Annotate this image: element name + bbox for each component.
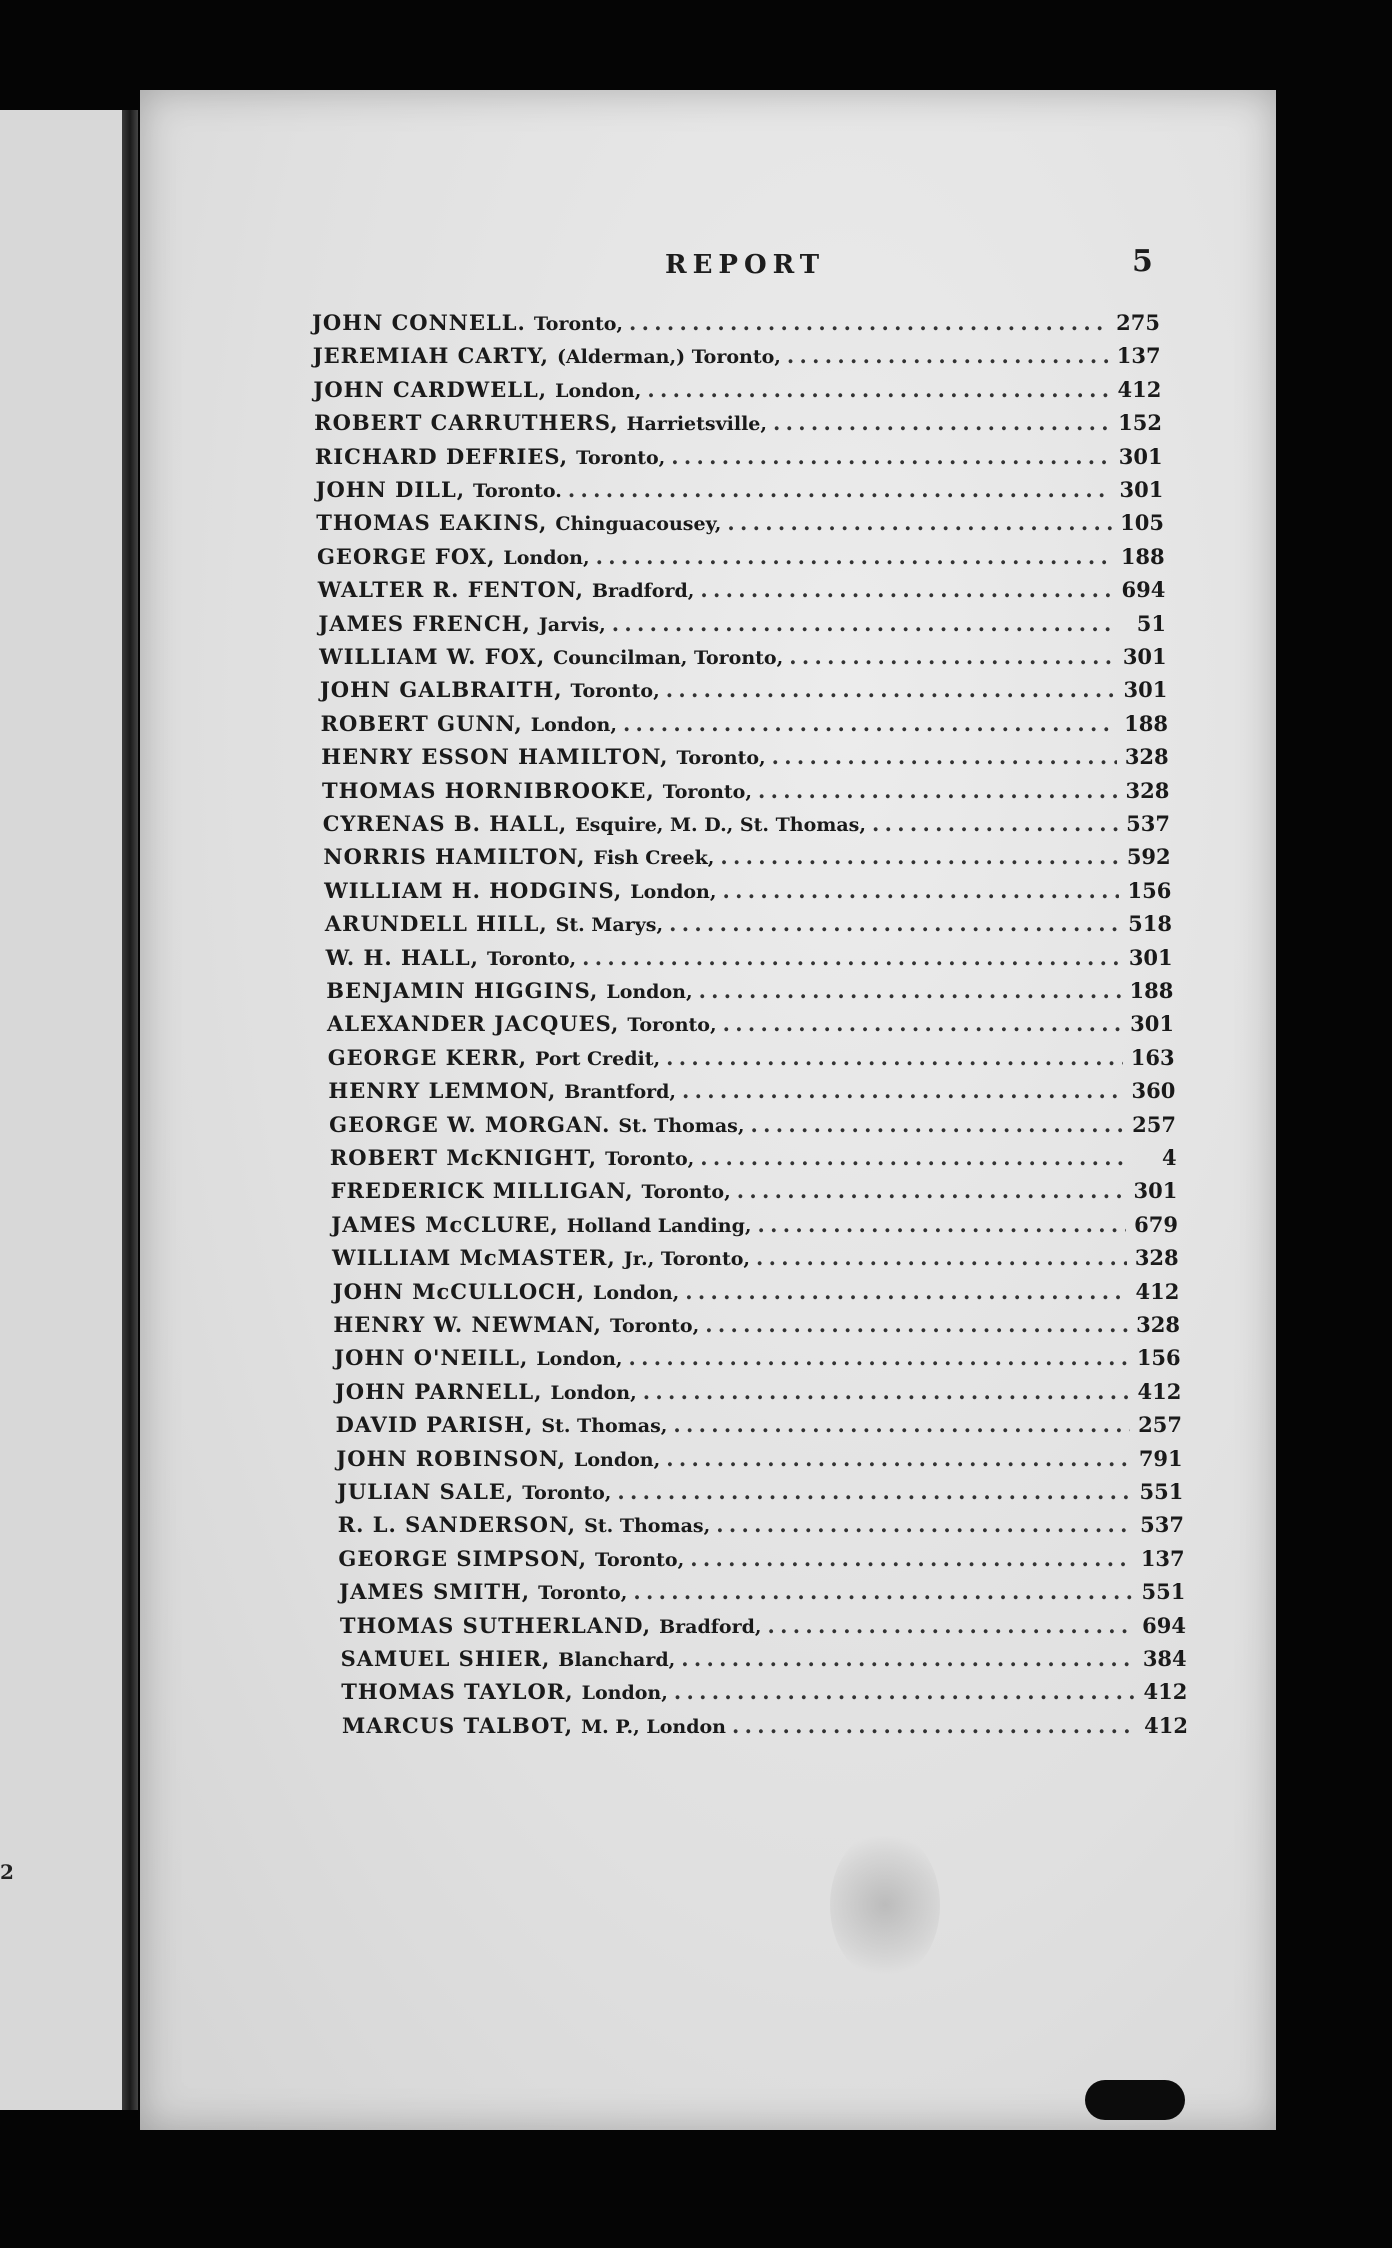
entry-amount: 301 bbox=[1119, 477, 1164, 502]
dot-leader bbox=[690, 1546, 1132, 1571]
entry-name: WILLIAM McMASTER, bbox=[332, 1245, 616, 1271]
entry-name: GEORGE SIMPSON, bbox=[338, 1545, 588, 1571]
entry-amount: 328 bbox=[1134, 1245, 1179, 1271]
entry-amount: 694 bbox=[1121, 577, 1166, 603]
dot-leader bbox=[720, 844, 1118, 869]
list-item bbox=[318, 577, 1166, 609]
entry-place: Toronto, bbox=[662, 780, 752, 803]
entry-amount: 551 bbox=[1139, 1479, 1184, 1504]
entry-place: London, bbox=[606, 981, 693, 1003]
list-item bbox=[331, 1178, 1178, 1210]
entry-place: Jr., Toronto, bbox=[623, 1248, 751, 1271]
list-item bbox=[337, 1479, 1183, 1511]
dot-leader bbox=[629, 1345, 1129, 1370]
entry-name: JOHN O'NEILL, bbox=[334, 1345, 529, 1371]
entry-name: JAMES SMITH, bbox=[339, 1579, 531, 1605]
entry-amount: 188 bbox=[1129, 978, 1174, 1003]
entry-amount: 188 bbox=[1124, 710, 1168, 736]
entry-name: JOHN CARDWELL, bbox=[313, 376, 548, 402]
entry-amount: 537 bbox=[1140, 1512, 1184, 1538]
entry-place: Toronto, bbox=[610, 1315, 700, 1337]
entry-amount: 412 bbox=[1144, 1712, 1188, 1738]
dot-leader bbox=[666, 1045, 1123, 1070]
list-item bbox=[327, 1011, 1174, 1043]
list-item bbox=[323, 844, 1170, 876]
dot-leader bbox=[705, 1312, 1128, 1337]
list-item bbox=[326, 978, 1173, 1010]
entry-place: St. Thomas, bbox=[541, 1415, 668, 1438]
entry-place: London, bbox=[536, 1348, 623, 1371]
entry-place: Toronto, bbox=[576, 446, 666, 469]
book-gutter bbox=[122, 110, 138, 2110]
dot-leader bbox=[756, 1245, 1127, 1270]
entry-place: Blanchard, bbox=[558, 1649, 676, 1671]
entry-name: MARCUS TALBOT, bbox=[342, 1712, 574, 1738]
list-item bbox=[313, 377, 1161, 409]
dot-leader bbox=[758, 778, 1117, 803]
entry-place: London, bbox=[574, 1448, 661, 1471]
dot-leader bbox=[685, 1279, 1127, 1304]
entry-amount: 257 bbox=[1138, 1412, 1182, 1438]
entry-amount: 384 bbox=[1142, 1646, 1187, 1671]
entry-place: London, bbox=[581, 1682, 668, 1705]
list-item bbox=[333, 1279, 1180, 1311]
entry-place: London, bbox=[630, 880, 717, 903]
entry-name: THOMAS SUTHERLAND, bbox=[339, 1612, 652, 1638]
entry-name: JEREMIAH CARTY, bbox=[312, 343, 549, 369]
list-item bbox=[313, 343, 1161, 375]
dot-leader bbox=[643, 1379, 1130, 1404]
entry-place: Bradford, bbox=[591, 580, 695, 603]
entry-amount: 105 bbox=[1120, 510, 1164, 536]
list-item bbox=[323, 811, 1170, 843]
dot-leader bbox=[673, 1412, 1130, 1437]
entry-amount: 156 bbox=[1136, 1345, 1181, 1371]
entry-name: DAVID PARISH, bbox=[335, 1412, 534, 1438]
entry-place: Toronto. bbox=[473, 480, 562, 502]
dot-leader bbox=[700, 1145, 1124, 1170]
list-item bbox=[328, 1045, 1175, 1077]
list-item bbox=[328, 1078, 1175, 1110]
entry-name: GEORGE KERR, bbox=[327, 1044, 528, 1070]
entry-name: THOMAS EAKINS, bbox=[316, 510, 548, 536]
entry-place: Chinguacousey, bbox=[555, 513, 722, 536]
entry-place: London, bbox=[555, 379, 642, 402]
entry-place: Toronto, bbox=[641, 1181, 731, 1204]
dot-leader bbox=[671, 444, 1110, 469]
entry-name: WALTER R. FENTON, bbox=[317, 577, 584, 603]
entry-place: Toronto, bbox=[605, 1148, 695, 1170]
entry-place: Toronto, bbox=[486, 947, 577, 970]
entry-name: JULIAN SALE, bbox=[337, 1479, 515, 1504]
entry-name: HENRY W. NEWMAN, bbox=[333, 1312, 602, 1337]
entry-name: WILLIAM H. HODGINS, bbox=[324, 877, 623, 903]
entry-name: GEORGE W. MORGAN. bbox=[329, 1111, 611, 1137]
entry-amount: 137 bbox=[1140, 1545, 1185, 1571]
entry-place: Toronto, bbox=[627, 1014, 717, 1037]
entry-place: Esquire, M. D., St. Thomas, bbox=[575, 814, 866, 836]
dot-leader bbox=[623, 711, 1116, 736]
entry-name: HENRY ESSON HAMILTON, bbox=[321, 744, 669, 770]
list-item bbox=[324, 878, 1171, 910]
list-item bbox=[331, 1212, 1178, 1244]
entry-amount: 301 bbox=[1130, 1011, 1174, 1037]
entry-place: London, bbox=[503, 546, 590, 569]
entry-amount: 551 bbox=[1141, 1579, 1186, 1605]
dot-leader bbox=[629, 310, 1108, 335]
entry-place: Toronto, bbox=[570, 680, 660, 703]
list-item bbox=[332, 1245, 1179, 1277]
entry-place: St. Thomas, bbox=[584, 1515, 711, 1538]
facing-page-fragment bbox=[0, 110, 126, 2110]
dot-leader bbox=[787, 343, 1109, 368]
entry-amount: 412 bbox=[1137, 1378, 1182, 1404]
list-item bbox=[314, 410, 1162, 442]
entry-place: Toronto, bbox=[522, 1482, 612, 1504]
list-item bbox=[315, 444, 1163, 476]
entry-amount: 301 bbox=[1128, 944, 1173, 970]
dot-leader bbox=[647, 377, 1109, 402]
list-item bbox=[329, 1112, 1176, 1144]
dot-leader bbox=[772, 744, 1117, 769]
list-item bbox=[338, 1512, 1184, 1544]
entry-place: Bradford, bbox=[659, 1615, 762, 1638]
entry-name: JOHN DILL, bbox=[315, 477, 466, 502]
page-number: 5 bbox=[1132, 244, 1153, 279]
list-item bbox=[318, 611, 1166, 643]
entry-amount: 360 bbox=[1131, 1078, 1176, 1104]
entry-name: GEORGE FOX, bbox=[317, 543, 496, 569]
entry-name: THOMAS HORNIBROOKE, bbox=[322, 777, 655, 803]
dot-leader bbox=[716, 1512, 1132, 1537]
list-item bbox=[317, 544, 1165, 576]
dot-leader bbox=[666, 1446, 1130, 1471]
entry-name: R. L. SANDERSON, bbox=[337, 1512, 577, 1538]
entry-place: Toronto, bbox=[595, 1548, 685, 1571]
entry-name: W. H. HALL, bbox=[325, 944, 479, 970]
entry-amount: 152 bbox=[1118, 410, 1162, 436]
entry-name: JOHN CONNELL. bbox=[312, 310, 526, 335]
entry-amount: 163 bbox=[1130, 1044, 1175, 1070]
entry-amount: 412 bbox=[1143, 1679, 1188, 1705]
entry-amount: 301 bbox=[1122, 644, 1167, 669]
entry-name: ALEXANDER JACQUES, bbox=[327, 1011, 620, 1037]
list-item bbox=[339, 1579, 1185, 1611]
dot-leader bbox=[751, 1112, 1124, 1137]
entry-name: JOHN GALBRAITH, bbox=[319, 677, 563, 703]
entry-amount: 412 bbox=[1117, 376, 1162, 402]
entry-amount: 257 bbox=[1132, 1111, 1176, 1137]
running-head: REPORT bbox=[665, 250, 826, 280]
dot-leader bbox=[789, 644, 1114, 669]
entry-name: FREDERICK MILLIGAN, bbox=[330, 1178, 634, 1204]
entry-place: St. Thomas, bbox=[618, 1114, 745, 1137]
list-item bbox=[338, 1546, 1184, 1578]
entry-place: Brantford, bbox=[564, 1081, 677, 1104]
list-item bbox=[321, 711, 1168, 743]
entry-name: ARUNDELL HILL, bbox=[324, 911, 548, 937]
entry-place: Fish Creek, bbox=[593, 847, 715, 870]
dot-leader bbox=[582, 945, 1121, 970]
entry-amount: 137 bbox=[1116, 343, 1161, 369]
list-item bbox=[330, 1145, 1177, 1177]
entry-place: London, bbox=[550, 1381, 637, 1404]
entry-place: M. P., London bbox=[581, 1715, 726, 1738]
list-item bbox=[326, 945, 1173, 977]
dot-leader bbox=[699, 978, 1122, 1003]
entry-place: (Alderman,) Toronto, bbox=[556, 346, 781, 369]
dot-leader bbox=[737, 1178, 1126, 1203]
entry-name: RICHARD DEFRIES, bbox=[314, 443, 569, 469]
entry-place: Toronto, bbox=[538, 1582, 628, 1605]
dot-leader bbox=[773, 410, 1110, 435]
dot-leader bbox=[700, 577, 1113, 602]
entry-amount: 275 bbox=[1116, 310, 1160, 335]
dot-leader bbox=[732, 1713, 1136, 1738]
binding-clip bbox=[1085, 2080, 1185, 2120]
dot-leader bbox=[666, 677, 1116, 702]
dot-leader bbox=[633, 1579, 1133, 1604]
list-item bbox=[316, 477, 1164, 509]
dot-leader bbox=[723, 1011, 1122, 1036]
list-item bbox=[342, 1713, 1188, 1745]
entry-name: ROBERT GUNN, bbox=[320, 710, 523, 736]
entry-amount: 156 bbox=[1127, 877, 1172, 903]
dot-leader bbox=[681, 1646, 1134, 1671]
list-item bbox=[320, 677, 1167, 709]
dot-leader bbox=[682, 1078, 1123, 1103]
entry-place: Jarvis, bbox=[538, 613, 606, 636]
entry-amount: 537 bbox=[1126, 811, 1170, 836]
entry-name: JAMES FRENCH, bbox=[318, 610, 531, 636]
entry-amount: 592 bbox=[1126, 844, 1171, 870]
list-item bbox=[312, 310, 1160, 342]
entry-name: ROBERT McKNIGHT, bbox=[329, 1145, 598, 1170]
entry-amount: 518 bbox=[1128, 911, 1172, 937]
entry-amount: 412 bbox=[1135, 1278, 1180, 1304]
page-header bbox=[140, 244, 1392, 290]
entry-place: London, bbox=[593, 1281, 680, 1304]
facing-page-text: 2 bbox=[0, 1860, 14, 1884]
dot-leader bbox=[617, 1479, 1131, 1504]
dot-leader bbox=[669, 911, 1120, 936]
entry-amount: 188 bbox=[1120, 543, 1165, 569]
entry-place: London, bbox=[530, 713, 617, 736]
dot-leader bbox=[596, 544, 1113, 569]
list-item bbox=[316, 510, 1164, 542]
dot-leader bbox=[568, 477, 1111, 502]
list-item bbox=[336, 1446, 1182, 1478]
entry-place: Councilman, Toronto, bbox=[553, 647, 784, 669]
entry-name: SAMUEL SHIER, bbox=[340, 1646, 551, 1671]
dot-leader bbox=[757, 1212, 1126, 1237]
dot-leader bbox=[727, 510, 1112, 535]
entry-amount: 301 bbox=[1118, 443, 1163, 469]
entry-amount: 301 bbox=[1123, 677, 1168, 703]
entry-place: Harrietsville, bbox=[626, 413, 768, 436]
entry-amount: 694 bbox=[1142, 1612, 1186, 1638]
list-item bbox=[321, 744, 1168, 776]
entry-name: JAMES McCLURE, bbox=[331, 1211, 559, 1237]
entry-amount: 51 bbox=[1136, 610, 1166, 636]
entry-name: NORRIS HAMILTON, bbox=[323, 844, 586, 870]
list-item bbox=[340, 1613, 1186, 1645]
entry-place: Holland Landing, bbox=[566, 1214, 752, 1237]
dot-leader bbox=[674, 1679, 1135, 1704]
list-item bbox=[335, 1379, 1181, 1411]
dot-leader bbox=[612, 611, 1114, 636]
list-item bbox=[341, 1646, 1187, 1678]
entry-place: St. Marys, bbox=[555, 914, 664, 937]
entry-amount: 328 bbox=[1125, 777, 1170, 803]
entry-amount: 679 bbox=[1134, 1211, 1178, 1237]
list-item bbox=[322, 778, 1169, 810]
entry-place: Toronto, bbox=[676, 747, 766, 770]
dot-leader bbox=[722, 878, 1119, 903]
list-item bbox=[333, 1312, 1180, 1344]
entry-name: ROBERT CARRUTHERS, bbox=[314, 410, 619, 436]
entry-name: WILLIAM W. FOX, bbox=[319, 644, 546, 669]
entry-amount: 301 bbox=[1133, 1178, 1178, 1204]
entry-name: BENJAMIN HIGGINS, bbox=[326, 978, 599, 1003]
dot-leader bbox=[767, 1613, 1134, 1638]
paper-stain bbox=[830, 1830, 940, 1980]
list-item bbox=[334, 1345, 1181, 1377]
entry-amount: 791 bbox=[1138, 1445, 1183, 1471]
list-item bbox=[341, 1679, 1187, 1711]
entry-place: Toronto, bbox=[533, 313, 624, 335]
list-item bbox=[319, 644, 1167, 676]
entry-name: JOHN PARNELL, bbox=[334, 1378, 543, 1404]
entry-name: HENRY LEMMON, bbox=[328, 1078, 557, 1104]
entry-place: Port Credit, bbox=[535, 1047, 661, 1070]
entry-amount: 4 bbox=[1162, 1145, 1177, 1170]
entry-amount: 328 bbox=[1136, 1312, 1180, 1337]
entry-amount: 328 bbox=[1124, 744, 1169, 770]
list-item bbox=[325, 911, 1172, 943]
entry-name: CYRENAS B. HALL, bbox=[322, 811, 568, 836]
entry-name: JOHN ROBINSON, bbox=[336, 1445, 566, 1471]
entry-name: THOMAS TAYLOR, bbox=[341, 1679, 574, 1705]
dot-leader bbox=[872, 811, 1118, 836]
entry-name: JOHN McCULLOCH, bbox=[332, 1278, 586, 1304]
list-item bbox=[336, 1412, 1182, 1444]
